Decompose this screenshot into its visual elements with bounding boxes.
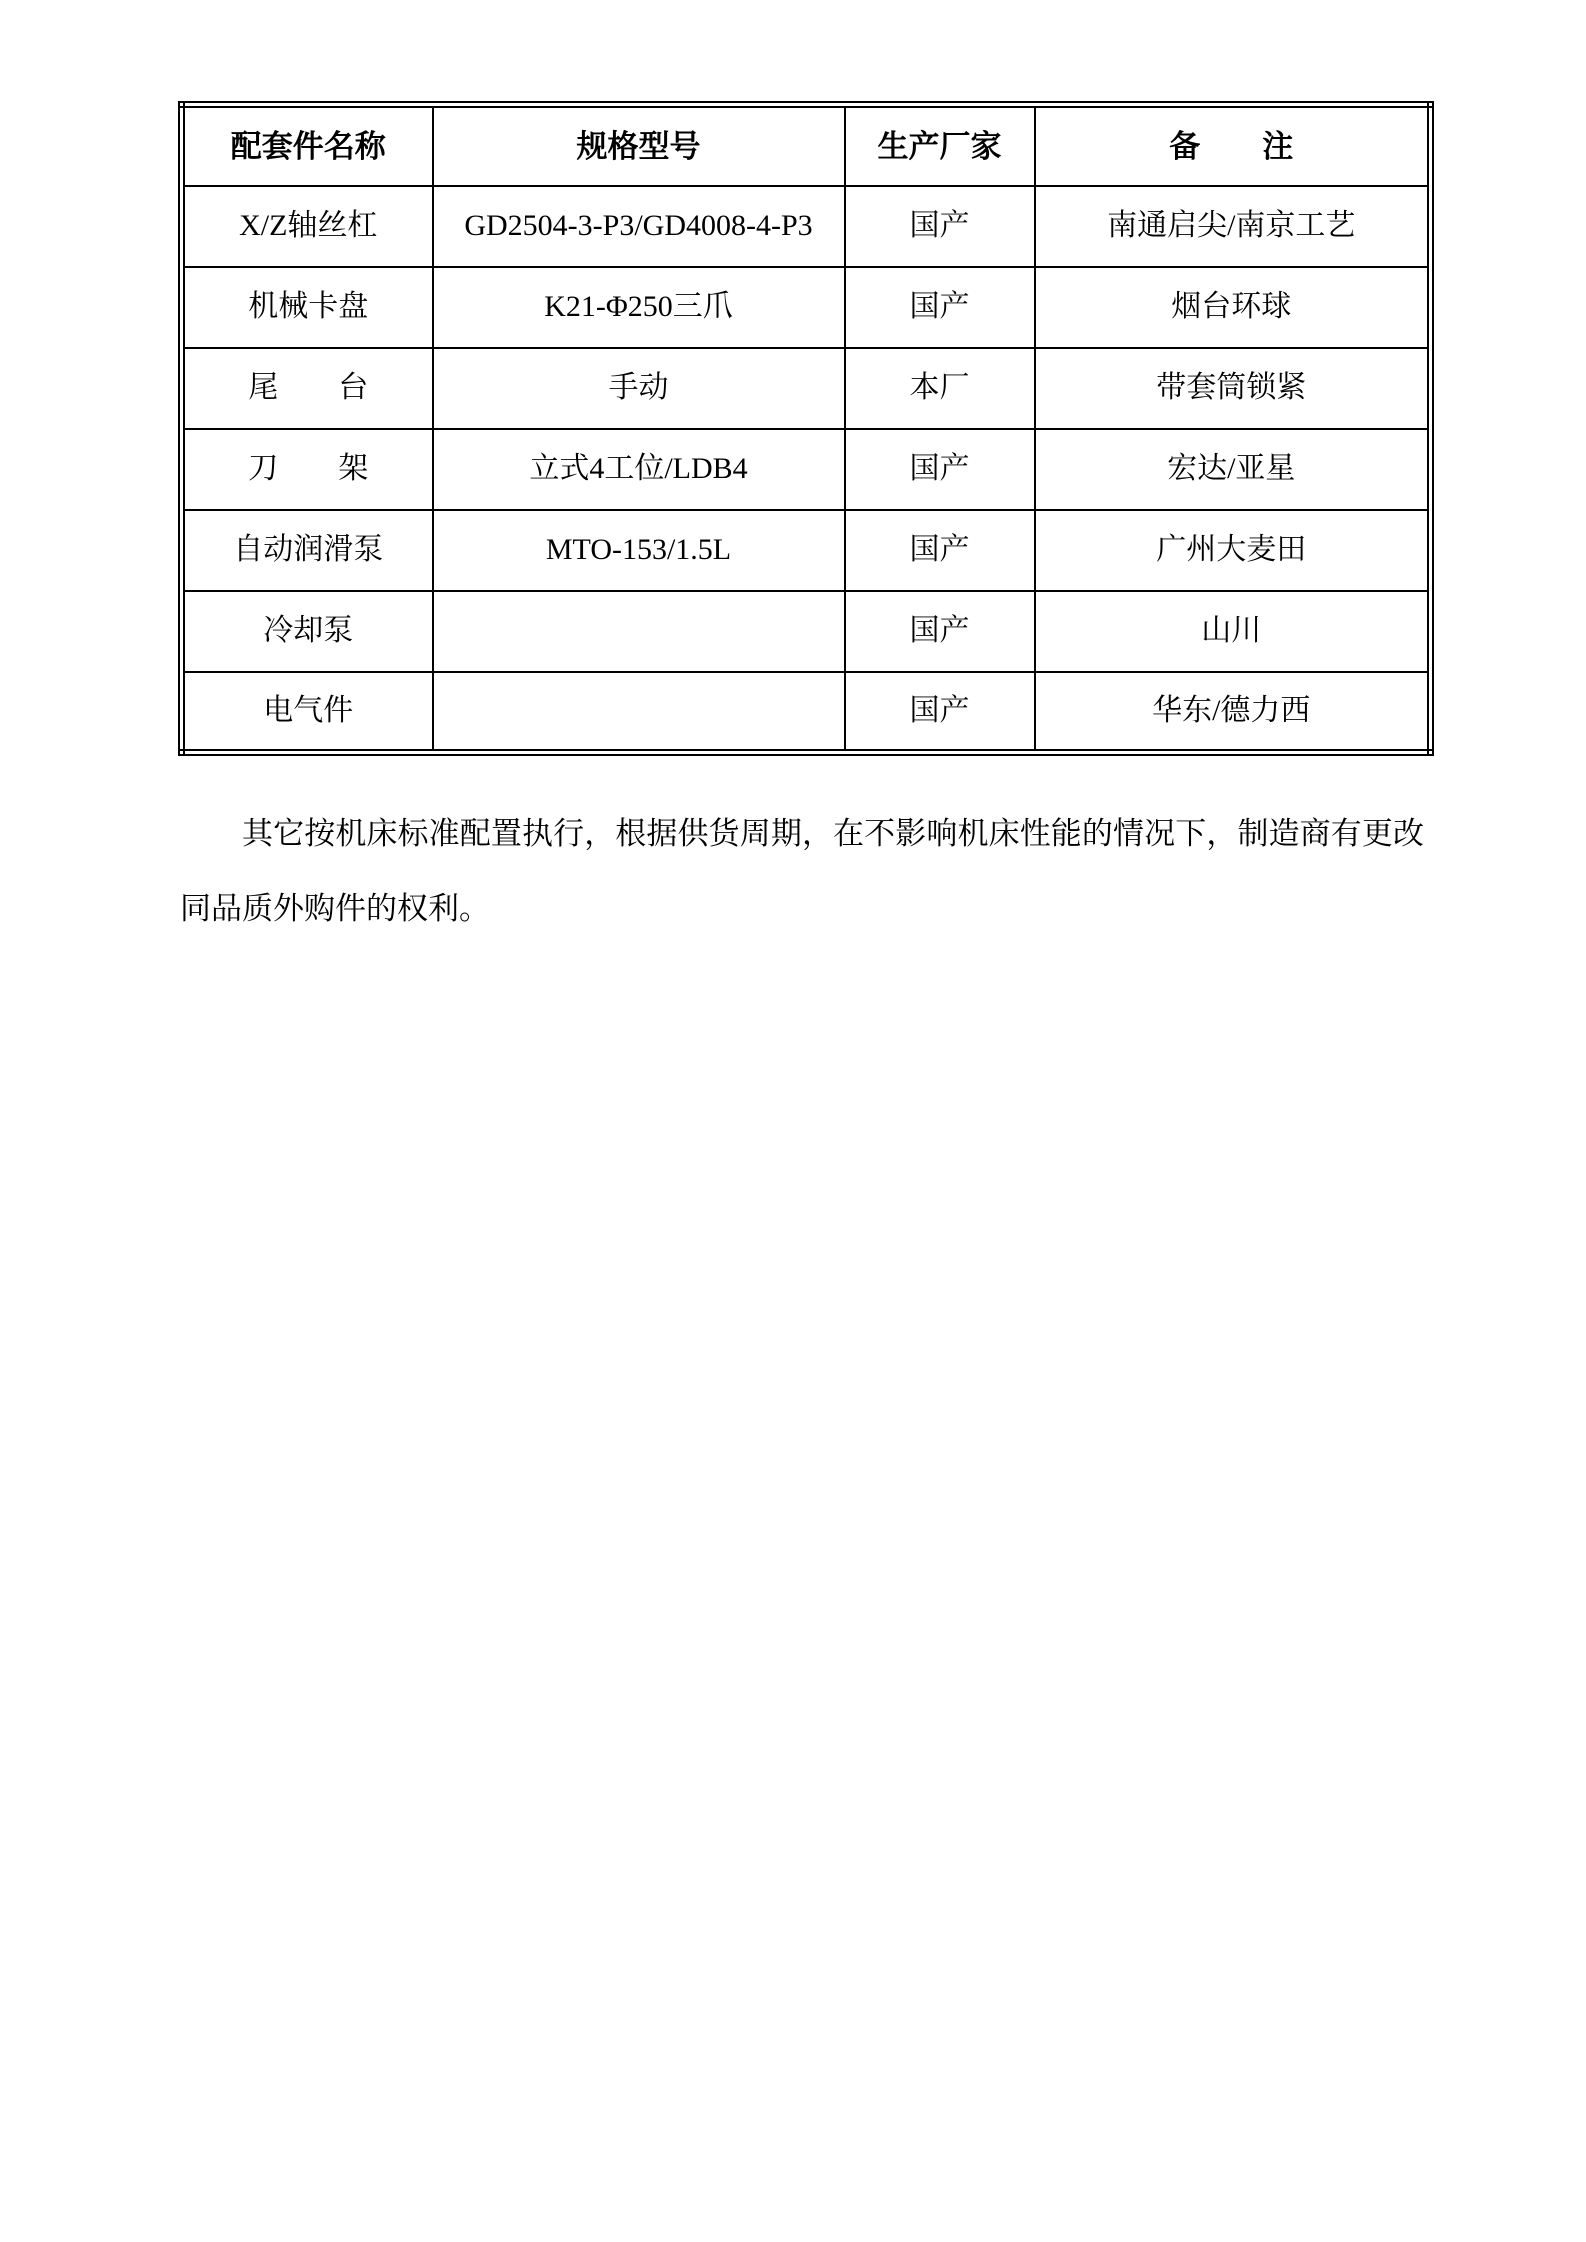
table-cell-part-name: 电气件 — [182, 672, 433, 753]
table-cell-spec-model — [433, 672, 845, 753]
table-cell-manufacturer: 国产 — [845, 186, 1035, 267]
table-cell-remarks: 山川 — [1035, 591, 1431, 672]
table-cell-remarks: 宏达/亚星 — [1035, 429, 1431, 510]
table-cell-remarks: 南通启尖/南京工艺 — [1035, 186, 1431, 267]
table-cell-spec-model: 立式4工位/LDB4 — [433, 429, 845, 510]
table-row — [182, 672, 1431, 753]
column-header-manufacturer: 生产厂家 — [845, 105, 1035, 186]
table-cell-manufacturer: 本厂 — [845, 348, 1035, 429]
table-cell-part-name: 冷却泵 — [182, 591, 433, 672]
table-cell-manufacturer: 国产 — [845, 510, 1035, 591]
table-cell-part-name: 刀 架 — [182, 429, 433, 510]
table-row — [182, 267, 1431, 348]
table-cell-remarks: 烟台环球 — [1035, 267, 1431, 348]
table-row — [182, 510, 1431, 591]
table-header-row — [182, 105, 1431, 186]
table-cell-part-name: X/Z轴丝杠 — [182, 186, 433, 267]
table-cell-spec-model: K21-Φ250三爪 — [433, 267, 845, 348]
table-cell-manufacturer: 国产 — [845, 429, 1035, 510]
table-cell-remarks: 带套筒锁紧 — [1035, 348, 1431, 429]
table-row — [182, 591, 1431, 672]
table-cell-part-name: 自动润滑泵 — [182, 510, 433, 591]
table-row — [182, 186, 1431, 267]
table-cell-spec-model: MTO-153/1.5L — [433, 510, 845, 591]
column-header-remarks: 备 注 — [1035, 105, 1431, 186]
accessories-spec-table — [178, 101, 1434, 756]
closing-note-paragraph: 其它按机床标准配置执行，根据供货周期，在不影响机床性能的情况下，制造商有更改同品质外购件的权利。 — [180, 816, 1424, 926]
table-cell-part-name: 尾 台 — [182, 348, 433, 429]
table-cell-manufacturer: 国产 — [845, 591, 1035, 672]
table-cell-part-name: 机械卡盘 — [182, 267, 433, 348]
table-cell-manufacturer: 国产 — [845, 267, 1035, 348]
table-row — [182, 348, 1431, 429]
table-cell-spec-model — [433, 591, 845, 672]
table-cell-manufacturer: 国产 — [845, 672, 1035, 753]
table-cell-remarks: 广州大麦田 — [1035, 510, 1431, 591]
table-row — [182, 429, 1431, 510]
column-header-part-name: 配套件名称 — [182, 105, 433, 186]
column-header-spec-model: 规格型号 — [433, 105, 845, 186]
table-cell-remarks: 华东/德力西 — [1035, 672, 1431, 753]
table-cell-spec-model: GD2504-3-P3/GD4008-4-P3 — [433, 186, 845, 267]
table-cell-spec-model: 手动 — [433, 348, 845, 429]
